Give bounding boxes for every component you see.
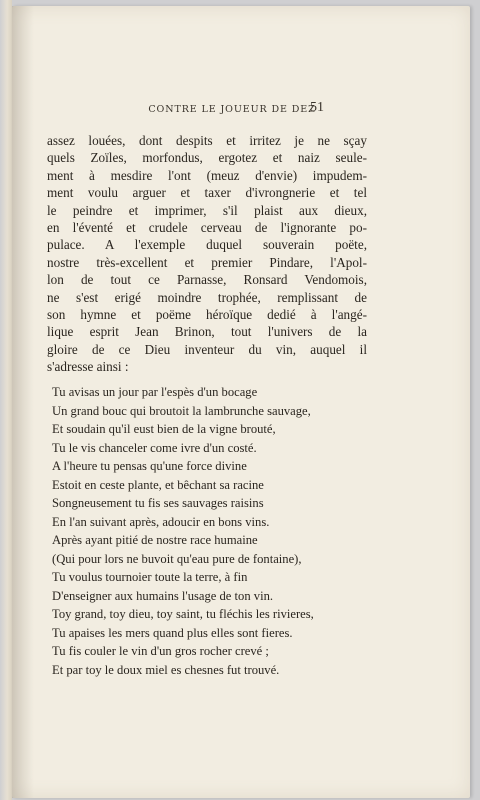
prose-line: s'adresse ainsi :	[47, 359, 129, 375]
prose-line: nostre très-excellent et premier Pindare, l'Apol-	[47, 254, 367, 270]
verse-line: Tu avisas un jour par l'espès d'un bocage	[52, 385, 258, 399]
previous-page-edge	[0, 0, 12, 800]
verse-line: Après ayant pitié de nostre race humaine	[52, 533, 258, 547]
verse-line: D'enseigner aux humains l'usage de ton vin.	[52, 588, 274, 603]
verse-line: (Qui pour lors ne buvoit qu'eau pure de fontaine),	[52, 551, 302, 566]
page-number: 51	[310, 100, 324, 115]
prose-line: lique esprit Jean Brinon, tout l'univers de la	[47, 324, 367, 340]
book-page	[12, 6, 470, 798]
prose-line: le peindre et imprimer, s'il plaist aux dieux,	[47, 202, 367, 218]
prose-line: assez louées, dont despits et irritez je ne sçay	[47, 133, 367, 148]
prose-line: en l'éventé et crudele cerveau de l'ignorante po-	[47, 219, 367, 235]
verse-line: Estoit en ceste plante, et bêchant sa racine	[52, 477, 264, 492]
verse-line: Et soudain qu'il eust bien de la vigne brouté,	[52, 422, 276, 436]
verse-line: Songneusement tu fis ses sauvages raisins	[52, 496, 264, 510]
verse-line: Tu apaises les mers quand plus elles sont fieres.	[52, 625, 293, 640]
verse-line: Tu fis couler le vin d'un gros rocher crevé ;	[52, 644, 269, 658]
prose-line: quels Zoïles, morfondus, ergotez et naiz seule-	[47, 150, 367, 166]
prose-paragraph	[47, 132, 367, 375]
running-head: CONTRE LE JOUEUR DE DEZ	[148, 104, 316, 115]
prose-line: pulace. A l'exemple duquel souverain poëte,	[47, 237, 367, 253]
verse-line: Un grand bouc qui broutoit la lambrunche sauvage,	[52, 403, 311, 418]
prose-line: ment voulu arguer et taxer d'ivrongnerie et tel	[47, 185, 367, 201]
verse-line: A l'heure tu pensas qu'une force divine	[52, 459, 247, 473]
prose-line: ne s'est erigé moindre trophée, remplissant de	[47, 289, 367, 305]
prose-line: gloire de ce Dieu inventeur du vin, auquel il	[47, 341, 367, 357]
verse-line: Tu voulus tournoier toute la terre, à fin	[52, 570, 248, 584]
prose-line: ment à mesdire l'ont (meuz d'envie) impudem-	[47, 167, 367, 183]
prose-line: son hymne et poëme héroïque dedié à l'angé-	[47, 306, 367, 322]
verse-line: Tu le vis chanceler come ivre d'un costé.	[52, 440, 257, 455]
verse-line: En l'an suivant après, adoucir en bons vins.	[52, 514, 270, 529]
verse-quotation	[52, 383, 382, 679]
verse-line: Toy grand, toy dieu, toy saint, tu fléchis les rivieres,	[52, 607, 314, 621]
spine-shadow	[12, 6, 34, 798]
prose-line: lon de tout ce Parnasse, Ronsard Vendomois,	[47, 272, 367, 288]
verse-line: Et par toy le doux miel es chesnes fut trouvé.	[52, 662, 280, 677]
